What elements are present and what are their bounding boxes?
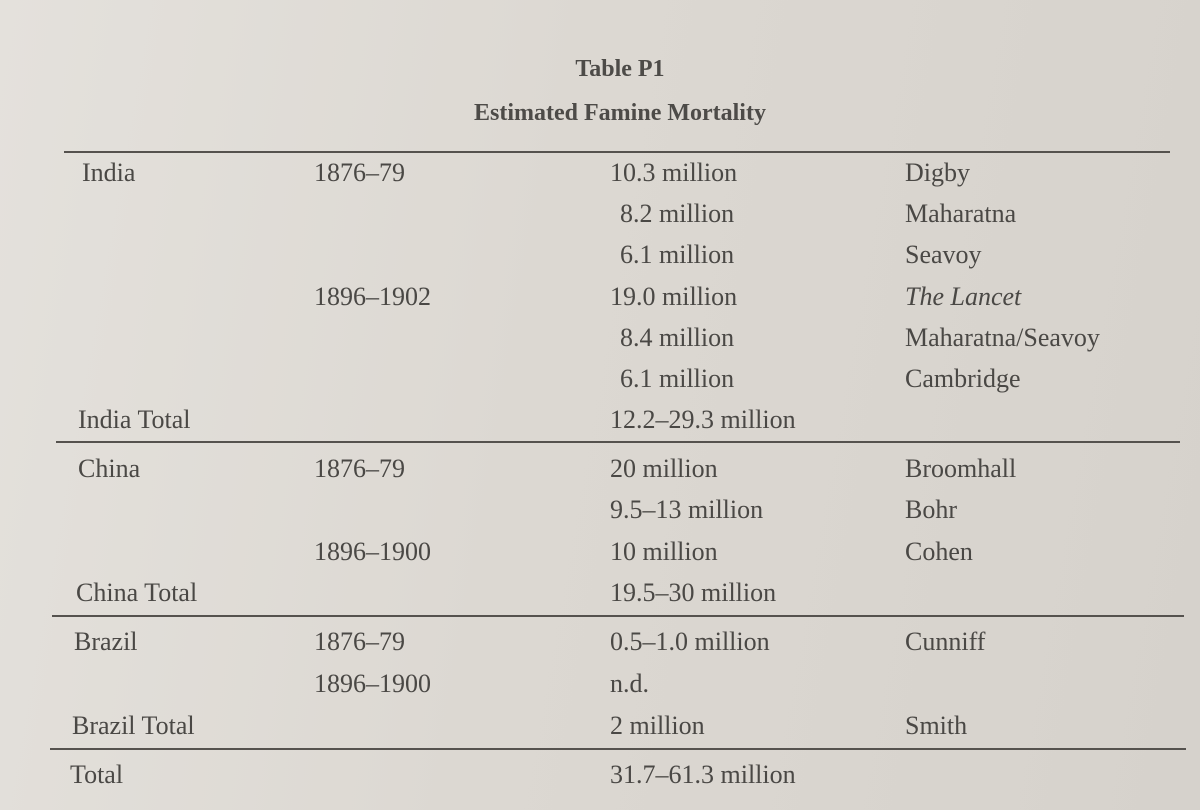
region-cell: India Total — [78, 405, 191, 434]
table-rule — [64, 151, 1170, 153]
estimate-cell: 0.5–1.0 million — [610, 627, 770, 656]
period-cell: 1896–1900 — [314, 537, 431, 566]
source-cell: Maharatna — [905, 199, 1017, 228]
estimate-cell: 8.4 million — [620, 323, 735, 352]
region-cell: India — [82, 158, 136, 187]
table-rule — [56, 441, 1180, 443]
period-cell: 1876–79 — [314, 454, 405, 483]
estimate-cell: 31.7–61.3 million — [610, 760, 796, 789]
region-cell: Brazil Total — [72, 711, 195, 740]
period-cell: 1876–79 — [314, 627, 405, 656]
estimate-cell: 10.3 million — [610, 158, 738, 187]
region-cell: Brazil — [74, 627, 138, 656]
source-cell: Cambridge — [905, 364, 1021, 393]
source-cell: Broomhall — [905, 454, 1017, 483]
table-title: Estimated Famine Mortality — [474, 100, 766, 126]
period-cell: 1896–1900 — [314, 669, 431, 698]
estimate-cell: 2 million — [610, 711, 705, 740]
estimate-cell: 19.5–30 million — [610, 578, 777, 607]
estimate-cell: 19.0 million — [610, 282, 738, 311]
table-rule — [50, 748, 1186, 750]
source-cell: Seavoy — [905, 240, 982, 269]
period-cell: 1876–79 — [314, 158, 405, 187]
estimate-cell: 10 million — [610, 537, 718, 566]
estimate-cell: 6.1 million — [620, 364, 735, 393]
estimate-cell: 9.5–13 million — [610, 495, 764, 524]
table-label: Table P1 — [575, 56, 665, 82]
source-cell: Cunniff — [905, 627, 986, 656]
source-cell: Smith — [905, 711, 968, 740]
estimate-cell: 12.2–29.3 million — [610, 405, 796, 434]
table-rule — [52, 615, 1184, 617]
region-cell: China Total — [76, 578, 198, 607]
source-cell: Bohr — [905, 495, 957, 524]
region-cell: China — [78, 454, 141, 483]
region-cell: Total — [70, 760, 124, 789]
estimate-cell: 6.1 million — [620, 240, 735, 269]
estimate-cell: 8.2 million — [620, 199, 735, 228]
source-cell: Digby — [905, 158, 970, 187]
estimate-cell: n.d. — [610, 669, 649, 698]
estimate-cell: 20 million — [610, 454, 718, 483]
source-cell: The Lancet — [905, 282, 1022, 311]
period-cell: 1896–1902 — [314, 282, 431, 311]
source-cell: Cohen — [905, 537, 973, 566]
source-cell: Maharatna/Seavoy — [905, 323, 1100, 352]
